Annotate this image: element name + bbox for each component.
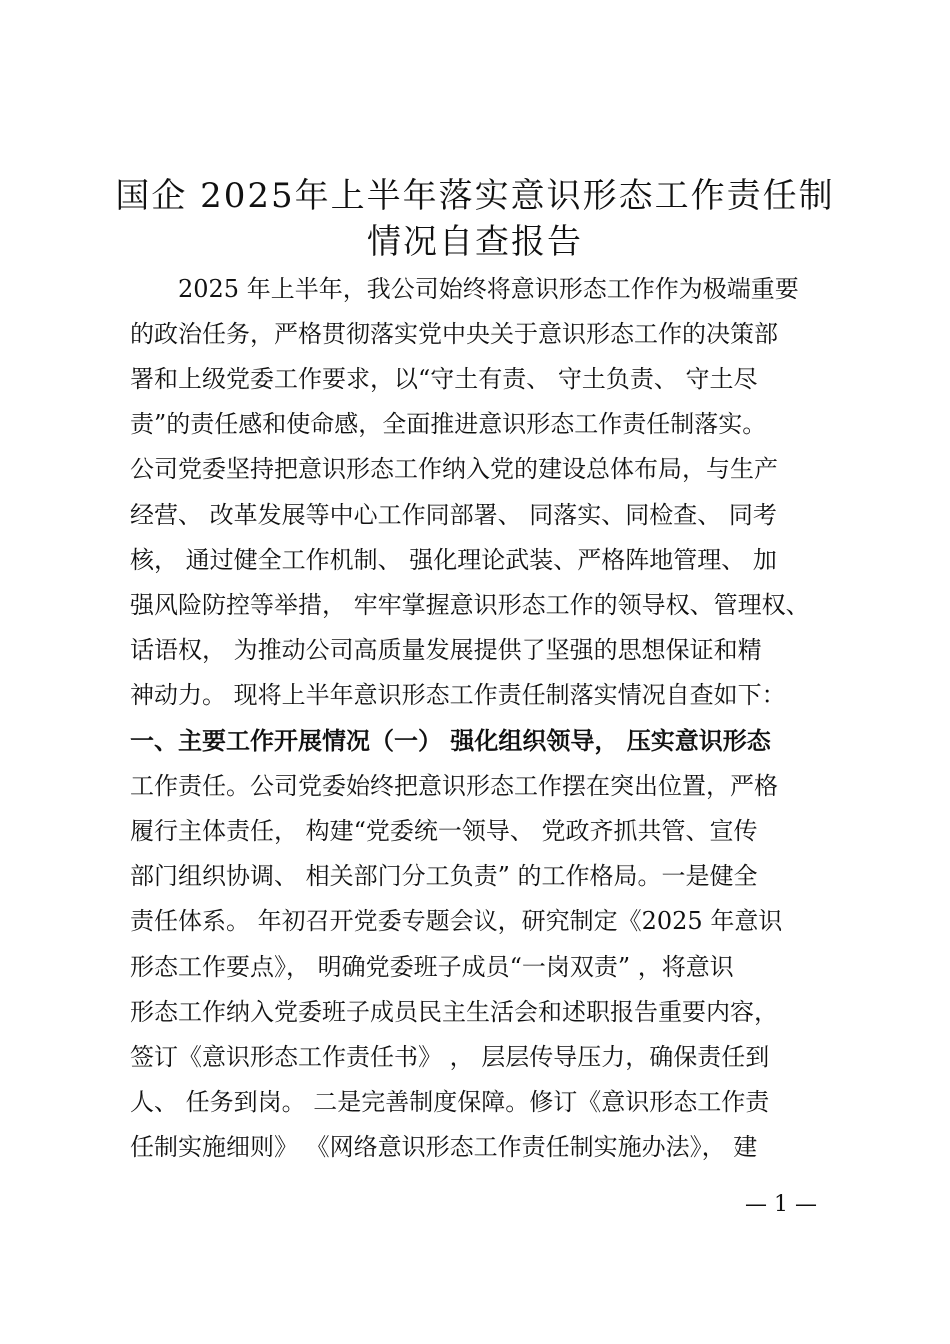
body-line: 经营、 改革发展等中心工作同部署、 同落实、同检查、 同考 xyxy=(130,501,777,529)
body-line: 工作责任。公司党委始终把意识形态工作摆在突出位置，严格 xyxy=(130,772,778,800)
body-line: 公司党委坚持把意识形态工作纳入党的建设总体布局，与生产 xyxy=(130,455,778,483)
body-line: 形态工作要点》， 明确党委班子成员“一岗双责” ，将意识 xyxy=(130,953,734,981)
section-heading: 一、主要工作开展情况（一） 强化组织领导， 压实意识形态 xyxy=(130,727,771,755)
document-title-line-2: 情况自查报告 xyxy=(367,222,583,262)
document-title-line-1: 国企 2025年上半年落实意识形态工作责任制 xyxy=(115,176,835,216)
page-number: — 1 — xyxy=(745,1192,817,1217)
body-line: 署和上级党委工作要求，以“守土有责、 守土负责、 守土尽 xyxy=(130,365,758,393)
body-line: 话语权， 为推动公司高质量发展提供了坚强的思想保证和精 xyxy=(130,636,762,664)
body-line: 责”的责任感和使命感，全面推进意识形态工作责任制落实。 xyxy=(130,410,767,438)
body-line: 人、 任务到岗。 二是完善制度保障。修订《意识形态工作责 xyxy=(130,1088,770,1116)
body-line: 核， 通过健全工作机制、 强化理论武装、严格阵地管理、 加 xyxy=(130,546,777,574)
body-line: 形态工作纳入党委班子成员民主生活会和述职报告重要内容， xyxy=(130,998,778,1026)
body-line: 任制实施细则》 《网络意识形态工作责任制实施办法》， 建 xyxy=(130,1133,758,1161)
body-line: 责任体系。 年初召开党委专题会议，研究制定《2025 年意识 xyxy=(130,907,783,935)
body-line: 神动力。 现将上半年意识形态工作责任制落实情况自查如下： xyxy=(130,681,786,709)
body-line: 2025 年上半年，我公司始终将意识形态工作作为极端重要 xyxy=(178,275,799,303)
body-line: 部门组织协调、 相关部门分工负责” 的工作格局。一是健全 xyxy=(130,862,758,890)
body-line: 强风险防控等举措， 牢牢掌握意识形态工作的领导权、管理权、 xyxy=(130,591,810,619)
body-line: 签订《意识形态工作责任书》 ， 层层传导压力，确保责任到 xyxy=(130,1043,770,1071)
body-line: 的政治任务，严格贯彻落实党中央关于意识形态工作的决策部 xyxy=(130,320,778,348)
body-line: 履行主体责任， 构建“党委统一领导、 党政齐抓共管、宣传 xyxy=(130,817,758,845)
